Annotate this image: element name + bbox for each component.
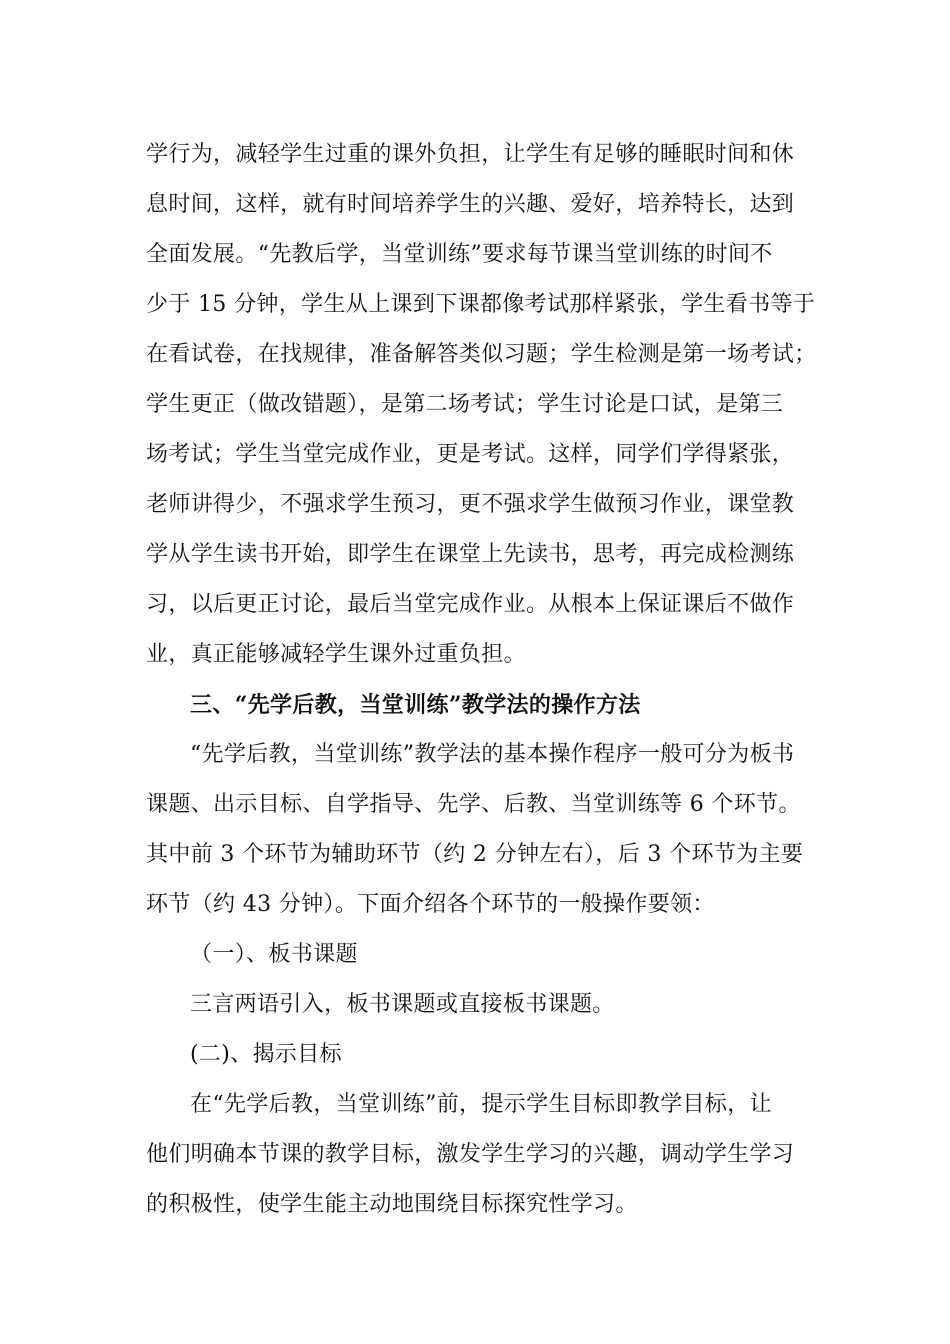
text-line: 习，以后更正讨论，最后当堂完成作业。从根本上保证课后不做作 <box>146 592 795 617</box>
text-line: 他们明确本节课的教学目标，激发学生学习的兴趣，调动学生学习 <box>146 1142 795 1167</box>
text-line: 其中前 3 个环节为辅助环节（约 2 分钟左右），后 3 个环节为主要 <box>146 842 804 867</box>
paragraph-board-title: 三言两语引入，板书课题或直接板书课题。 <box>190 992 615 1017</box>
text-line: 课题、出示目标、自学指导、先学、后教、当堂训练等 6 个环节。 <box>146 792 801 817</box>
text-line: 少于 15 分钟，学生从上课到下课都像考试那样紧张，学生看书等于 <box>146 292 816 317</box>
text-line: 老师讲得少，不强求学生预习，更不强求学生做预习作业，课堂教 <box>146 492 795 517</box>
text-line: 场考试；学生当堂完成作业，更是考试。这样，同学们学得紧张， <box>146 442 795 467</box>
text-line: 学行为，减轻学生过重的课外负担，让学生有足够的睡眠时间和休 <box>146 142 795 167</box>
text-line: “先学后教，当堂训练”教学法的基本操作程序一般可分为板书 <box>190 742 795 767</box>
text-line: 环节（约 43 分钟）。下面介绍各个环节的一般操作要领： <box>146 892 715 917</box>
subheading-reveal-goals: (二)、揭示目标 <box>190 1042 342 1067</box>
text-line: 息时间，这样，就有时间培养学生的兴趣、爱好，培养特长，达到 <box>146 192 795 217</box>
text-line: 的积极性，使学生能主动地围绕目标探究性学习。 <box>146 1192 638 1217</box>
text-line: 在看试卷，在找规律，准备解答类似习题；学生检测是第一场考试； <box>146 342 817 367</box>
text-line: 在“先学后教，当堂训练”前，提示学生目标即教学目标，让 <box>190 1092 772 1117</box>
text-line: 学生更正（做改错题），是第二场考试；学生讨论是口试，是第三 <box>146 392 784 417</box>
subheading-board-title: （一）、板书课题 <box>190 942 358 967</box>
text-line: 全面发展。“先教后学，当堂训练”要求每节课当堂训练的时间不 <box>146 242 773 267</box>
text-line: 学从学生读书开始，即学生在课堂上先读书，思考，再完成检测练 <box>146 542 795 567</box>
section-heading: 三、“先学后教，当堂训练”教学法的操作方法 <box>190 692 641 718</box>
text-line: 业，真正能够减轻学生课外过重负担。 <box>146 642 526 667</box>
